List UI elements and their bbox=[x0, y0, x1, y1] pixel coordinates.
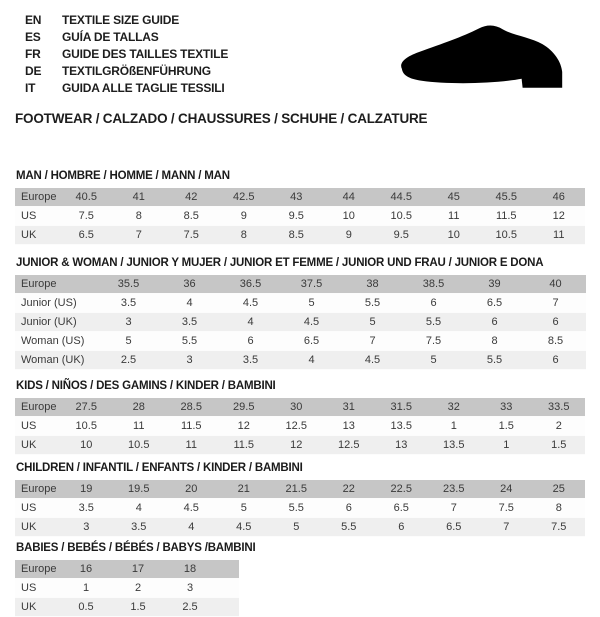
size-cell: 33 bbox=[480, 398, 533, 417]
size-table bbox=[15, 275, 586, 370]
size-cell: 10 bbox=[428, 226, 481, 245]
size-cell: 13 bbox=[323, 417, 376, 436]
table-row bbox=[15, 207, 585, 226]
size-cell: 10 bbox=[323, 207, 376, 226]
size-cell: 4 bbox=[165, 518, 218, 537]
section-title: CHILDREN / INFANTIL / ENFANTS / KINDER / BAMBINI bbox=[16, 462, 303, 474]
size-cell: 5.5 bbox=[464, 351, 525, 370]
size-cell: 6 bbox=[323, 499, 376, 518]
size-cell: 5.5 bbox=[159, 332, 220, 351]
size-cell: 42.5 bbox=[218, 188, 271, 207]
size-cell: 35.5 bbox=[98, 275, 159, 294]
size-cell: 9 bbox=[323, 226, 376, 245]
size-cell: 10.5 bbox=[375, 207, 428, 226]
size-cell: 25 bbox=[533, 480, 586, 499]
language-code: DE bbox=[25, 64, 42, 78]
size-cell: 41 bbox=[113, 188, 166, 207]
language-label: GUIDA ALLE TAGLIE TESSILI bbox=[62, 81, 225, 95]
size-cell: 45.5 bbox=[480, 188, 533, 207]
size-cell: 7 bbox=[342, 332, 403, 351]
size-cell: 2 bbox=[112, 579, 164, 598]
size-cell: 31.5 bbox=[375, 398, 428, 417]
table-row bbox=[15, 560, 239, 579]
size-cell: 6.5 bbox=[464, 294, 525, 313]
row-label-cell: UK bbox=[15, 518, 60, 537]
size-cell: 5.5 bbox=[323, 518, 376, 537]
size-cell: 46 bbox=[533, 188, 586, 207]
size-cell: 17 bbox=[112, 560, 164, 579]
size-cell: 7 bbox=[480, 518, 533, 537]
size-cell: 7 bbox=[113, 226, 166, 245]
section-title: JUNIOR & WOMAN / JUNIOR Y MUJER / JUNIOR ET FEMME / JUNIOR UND FRAU / JUNIOR E DONA bbox=[16, 257, 544, 269]
size-cell: 1.5 bbox=[112, 598, 164, 617]
size-cell: 6 bbox=[220, 332, 281, 351]
size-section bbox=[0, 170, 600, 245]
language-code: IT bbox=[25, 81, 36, 95]
size-cell: 4.5 bbox=[165, 499, 218, 518]
size-table bbox=[15, 188, 585, 245]
size-cell: 1 bbox=[60, 579, 112, 598]
filler-cell bbox=[216, 560, 239, 579]
size-cell: 43 bbox=[270, 188, 323, 207]
table-row bbox=[15, 351, 586, 370]
table-row bbox=[15, 436, 585, 455]
size-cell: 24 bbox=[480, 480, 533, 499]
size-cell: 5.5 bbox=[403, 313, 464, 332]
size-cell: 45 bbox=[428, 188, 481, 207]
size-cell: 5 bbox=[218, 499, 271, 518]
table-row bbox=[15, 598, 239, 617]
size-cell: 2 bbox=[533, 417, 586, 436]
size-cell: 7.5 bbox=[480, 499, 533, 518]
size-cell: 6.5 bbox=[375, 499, 428, 518]
size-cell: 27.5 bbox=[60, 398, 113, 417]
size-cell: 5 bbox=[342, 313, 403, 332]
size-cell: 4.5 bbox=[342, 351, 403, 370]
size-cell: 4 bbox=[281, 351, 342, 370]
size-cell: 1.5 bbox=[480, 417, 533, 436]
size-cell: 32 bbox=[428, 398, 481, 417]
size-cell: 28.5 bbox=[165, 398, 218, 417]
size-cell: 36 bbox=[159, 275, 220, 294]
size-cell: 39 bbox=[464, 275, 525, 294]
size-cell: 4.5 bbox=[218, 518, 271, 537]
size-cell: 9.5 bbox=[375, 226, 428, 245]
size-cell: 38 bbox=[342, 275, 403, 294]
size-cell: 11.5 bbox=[165, 417, 218, 436]
size-section bbox=[0, 542, 600, 617]
table-row bbox=[15, 579, 239, 598]
row-label-cell: US bbox=[15, 207, 60, 226]
size-section bbox=[0, 380, 600, 455]
size-cell: 8 bbox=[533, 499, 586, 518]
filler-cell bbox=[216, 598, 239, 617]
size-cell: 37.5 bbox=[281, 275, 342, 294]
size-cell: 10 bbox=[60, 436, 113, 455]
shoe-icon bbox=[392, 20, 580, 98]
size-cell: 11.5 bbox=[480, 207, 533, 226]
row-label-cell: Europe bbox=[15, 560, 60, 579]
size-cell: 10.5 bbox=[60, 417, 113, 436]
size-cell: 9 bbox=[218, 207, 271, 226]
size-cell: 29.5 bbox=[218, 398, 271, 417]
size-cell: 10.5 bbox=[113, 436, 166, 455]
size-cell: 28 bbox=[113, 398, 166, 417]
size-cell: 44.5 bbox=[375, 188, 428, 207]
size-cell: 4 bbox=[220, 313, 281, 332]
language-label: TEXTILE SIZE GUIDE bbox=[62, 13, 180, 27]
size-table bbox=[15, 560, 239, 617]
section-title: KIDS / NIÑOS / DES GAMINS / KINDER / BAMBINI bbox=[16, 380, 276, 392]
table-row bbox=[15, 188, 585, 207]
size-cell: 2.5 bbox=[98, 351, 159, 370]
size-section bbox=[0, 462, 600, 537]
table-row bbox=[15, 332, 586, 351]
size-section bbox=[0, 257, 600, 370]
size-cell: 7.5 bbox=[403, 332, 464, 351]
size-cell: 6.5 bbox=[60, 226, 113, 245]
row-label-cell: Europe bbox=[15, 480, 60, 499]
language-label: GUIDE DES TAILLES TEXTILE bbox=[62, 47, 229, 61]
size-cell: 20 bbox=[165, 480, 218, 499]
table-row bbox=[15, 294, 586, 313]
size-cell: 22.5 bbox=[375, 480, 428, 499]
row-label-cell: Woman (UK) bbox=[15, 351, 98, 370]
row-label-cell: US bbox=[15, 499, 60, 518]
size-cell: 13.5 bbox=[428, 436, 481, 455]
size-cell: 0.5 bbox=[60, 598, 112, 617]
size-cell: 33.5 bbox=[533, 398, 586, 417]
size-cell: 3.5 bbox=[113, 518, 166, 537]
size-cell: 19 bbox=[60, 480, 113, 499]
size-cell: 2.5 bbox=[164, 598, 216, 617]
size-cell: 3.5 bbox=[98, 294, 159, 313]
size-cell: 8 bbox=[113, 207, 166, 226]
language-code: FR bbox=[25, 47, 41, 61]
language-label: TEXTILGRÖßENFÜHRUNG bbox=[62, 64, 211, 78]
language-label: GUÍA DE TALLAS bbox=[62, 30, 159, 44]
size-cell: 5.5 bbox=[342, 294, 403, 313]
size-cell: 6 bbox=[525, 313, 586, 332]
language-code: EN bbox=[25, 13, 42, 27]
size-cell: 4.5 bbox=[220, 294, 281, 313]
size-cell: 6.5 bbox=[281, 332, 342, 351]
size-cell: 12 bbox=[270, 436, 323, 455]
row-label-cell: Junior (UK) bbox=[15, 313, 98, 332]
size-cell: 7.5 bbox=[165, 226, 218, 245]
size-cell: 1 bbox=[428, 417, 481, 436]
section-title: MAN / HOMBRE / HOMME / MANN / MAN bbox=[16, 170, 230, 182]
size-cell: 6.5 bbox=[428, 518, 481, 537]
size-cell: 9.5 bbox=[270, 207, 323, 226]
size-cell: 8 bbox=[218, 226, 271, 245]
size-cell: 19.5 bbox=[113, 480, 166, 499]
table-row bbox=[15, 313, 586, 332]
size-cell: 6 bbox=[525, 351, 586, 370]
size-cell: 4 bbox=[113, 499, 166, 518]
size-cell: 23.5 bbox=[428, 480, 481, 499]
size-cell: 5 bbox=[281, 294, 342, 313]
size-cell: 3.5 bbox=[159, 313, 220, 332]
row-label-cell: Junior (US) bbox=[15, 294, 98, 313]
row-label-cell: UK bbox=[15, 598, 60, 617]
section-title: BABIES / BEBÉS / BÉBÉS / BABYS /BAMBINI bbox=[16, 542, 256, 554]
size-cell: 12 bbox=[218, 417, 271, 436]
size-cell: 1 bbox=[480, 436, 533, 455]
size-cell: 7 bbox=[525, 294, 586, 313]
size-cell: 5 bbox=[98, 332, 159, 351]
row-label-cell: Europe bbox=[15, 188, 60, 207]
row-label-cell: Europe bbox=[15, 398, 60, 417]
row-label-cell: UK bbox=[15, 226, 60, 245]
category-title: FOOTWEAR / CALZADO / CHAUSSURES / SCHUHE / CALZATURE bbox=[15, 111, 428, 126]
table-row bbox=[15, 518, 585, 537]
shoe-icon-shape bbox=[401, 25, 562, 87]
filler-cell bbox=[216, 579, 239, 598]
row-label-cell: US bbox=[15, 417, 60, 436]
size-cell: 12 bbox=[533, 207, 586, 226]
size-cell: 11 bbox=[113, 417, 166, 436]
size-cell: 3 bbox=[164, 579, 216, 598]
size-cell: 8.5 bbox=[270, 226, 323, 245]
size-cell: 11 bbox=[533, 226, 586, 245]
size-cell: 5.5 bbox=[270, 499, 323, 518]
size-cell: 10.5 bbox=[480, 226, 533, 245]
size-cell: 3 bbox=[60, 518, 113, 537]
size-table bbox=[15, 480, 585, 537]
size-cell: 11.5 bbox=[218, 436, 271, 455]
size-cell: 31 bbox=[323, 398, 376, 417]
size-cell: 7.5 bbox=[60, 207, 113, 226]
language-code: ES bbox=[25, 30, 41, 44]
size-cell: 8.5 bbox=[525, 332, 586, 351]
size-cell: 40 bbox=[525, 275, 586, 294]
size-table bbox=[15, 398, 585, 455]
size-cell: 5 bbox=[403, 351, 464, 370]
size-cell: 4 bbox=[159, 294, 220, 313]
size-cell: 8 bbox=[464, 332, 525, 351]
size-cell: 3.5 bbox=[220, 351, 281, 370]
size-cell: 42 bbox=[165, 188, 218, 207]
size-cell: 12.5 bbox=[270, 417, 323, 436]
size-cell: 11 bbox=[428, 207, 481, 226]
size-cell: 7.5 bbox=[533, 518, 586, 537]
size-cell: 5 bbox=[270, 518, 323, 537]
table-row bbox=[15, 480, 585, 499]
size-cell: 4.5 bbox=[281, 313, 342, 332]
size-cell: 13 bbox=[375, 436, 428, 455]
size-cell: 7 bbox=[428, 499, 481, 518]
size-cell: 1.5 bbox=[533, 436, 586, 455]
size-cell: 11 bbox=[165, 436, 218, 455]
size-cell: 44 bbox=[323, 188, 376, 207]
size-cell: 6 bbox=[375, 518, 428, 537]
size-cell: 6 bbox=[403, 294, 464, 313]
size-cell: 40.5 bbox=[60, 188, 113, 207]
row-label-cell: Europe bbox=[15, 275, 98, 294]
size-cell: 36.5 bbox=[220, 275, 281, 294]
row-label-cell: Woman (US) bbox=[15, 332, 98, 351]
size-cell: 13.5 bbox=[375, 417, 428, 436]
row-label-cell: UK bbox=[15, 436, 60, 455]
row-label-cell: US bbox=[15, 579, 60, 598]
size-cell: 6 bbox=[464, 313, 525, 332]
table-row bbox=[15, 417, 585, 436]
size-cell: 38.5 bbox=[403, 275, 464, 294]
table-row bbox=[15, 499, 585, 518]
size-cell: 30 bbox=[270, 398, 323, 417]
size-cell: 8.5 bbox=[165, 207, 218, 226]
size-cell: 3 bbox=[159, 351, 220, 370]
size-cell: 21 bbox=[218, 480, 271, 499]
size-cell: 21.5 bbox=[270, 480, 323, 499]
size-cell: 3 bbox=[98, 313, 159, 332]
size-cell: 16 bbox=[60, 560, 112, 579]
size-tables bbox=[0, 170, 600, 617]
size-cell: 3.5 bbox=[60, 499, 113, 518]
size-cell: 18 bbox=[164, 560, 216, 579]
table-row bbox=[15, 226, 585, 245]
table-row bbox=[15, 398, 585, 417]
size-cell: 22 bbox=[323, 480, 376, 499]
size-cell: 12.5 bbox=[323, 436, 376, 455]
table-row bbox=[15, 275, 586, 294]
